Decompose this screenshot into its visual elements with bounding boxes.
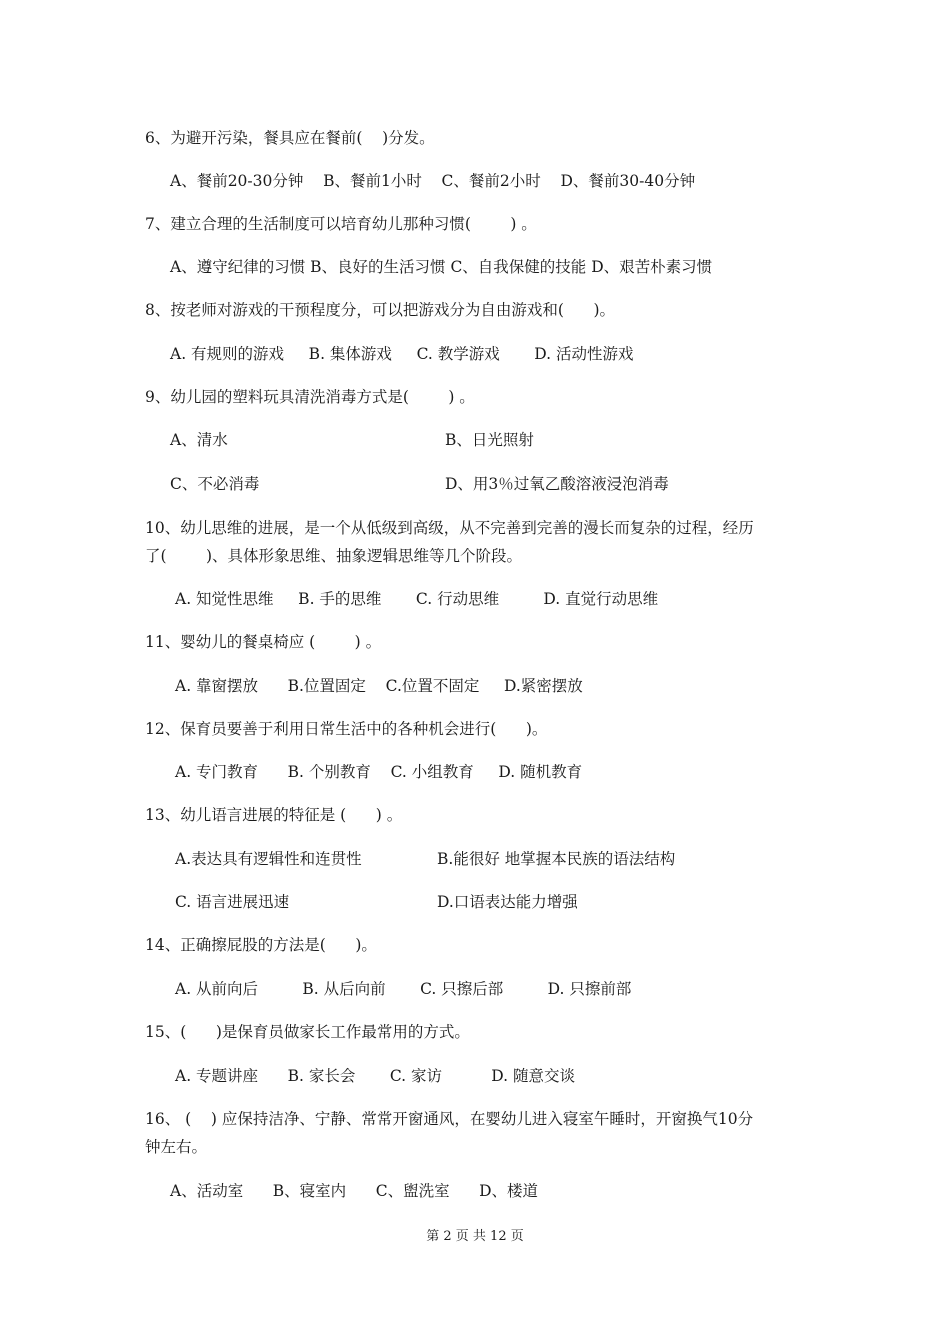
question-16-options: A、活动室 B、寝室内 C、盥洗室 D、楼道 [170, 1182, 539, 1200]
question-13-option-b: B.能很好 地掌握本民族的语法结构 [437, 850, 676, 868]
question-13-option-d: D.口语表达能力增强 [437, 893, 578, 911]
question-11-options: A. 靠窗摆放 B.位置固定 C.位置不固定 D.紧密摆放 [175, 677, 583, 695]
question-16-line-1: 16、 ( ) 应保持洁净、宁静、常常开窗通风，在婴幼儿进入寝室午睡时，开窗换气10分 [145, 1110, 754, 1128]
question-13-option-c: C. 语言进展迅速 [175, 893, 290, 911]
question-14-options: A. 从前向后 B. 从后向前 C. 只擦后部 D. 只擦前部 [175, 980, 632, 998]
question-10-line-2: 了( )、具体形象思维、抽象逻辑思维等几个阶段。 [145, 547, 523, 565]
question-12: 12、保育员要善于利用日常生活中的各种机会进行( )。 [145, 720, 548, 738]
question-7: 7、建立合理的生活制度可以培育幼儿那种习惯( ) 。 [145, 215, 537, 233]
page-footer: 第 2 页 共 12 页 [426, 1229, 524, 1244]
question-8-options: A. 有规则的游戏 B. 集体游戏 C. 教学游戏 D. 活动性游戏 [170, 345, 634, 363]
question-7-options: A、遵守纪律的习惯 B、良好的生活习惯 C、自我保健的技能 D、艰苦朴素习惯 [170, 258, 713, 276]
question-6: 6、为避开污染，餐具应在餐前( )分发。 [145, 129, 435, 147]
question-16-line-2: 钟左右。 [145, 1138, 208, 1156]
question-10-line-1: 10、幼儿思维的进展，是一个从低级到高级，从不完善到完善的漫长而复杂的过程，经历 [145, 519, 754, 537]
question-14: 14、正确擦屁股的方法是( )。 [145, 936, 377, 954]
question-9-option-c: C、不必消毒 [170, 475, 260, 493]
question-15-options: A. 专题讲座 B. 家长会 C. 家访 D. 随意交谈 [175, 1067, 576, 1085]
question-15: 15、( )是保育员做家长工作最常用的方式。 [145, 1023, 470, 1041]
question-9-option-b: B、日光照射 [445, 431, 534, 449]
question-11: 11、婴幼儿的餐桌椅应 ( ) 。 [145, 633, 382, 651]
question-9-option-a: A、清水 [170, 431, 228, 449]
question-9-option-d: D、用3％过氧乙酸溶液浸泡消毒 [445, 475, 669, 493]
question-13-option-a: A.表达具有逻辑性和连贯性 [175, 850, 362, 868]
question-10-options: A. 知觉性思维 B. 手的思维 C. 行动思维 D. 直觉行动思维 [175, 590, 659, 608]
question-9: 9、幼儿园的塑料玩具清洗消毒方式是( ) 。 [145, 388, 475, 406]
question-12-options: A. 专门教育 B. 个别教育 C. 小组教育 D. 随机教育 [175, 763, 583, 781]
question-8: 8、按老师对游戏的干预程度分，可以把游戏分为自由游戏和( )。 [145, 301, 616, 319]
question-13: 13、幼儿语言进展的特征是 ( ) 。 [145, 806, 403, 824]
question-6-options: A、餐前20-30分钟 B、餐前1小时 C、餐前2小时 D、餐前30-40分钟 [170, 172, 696, 190]
